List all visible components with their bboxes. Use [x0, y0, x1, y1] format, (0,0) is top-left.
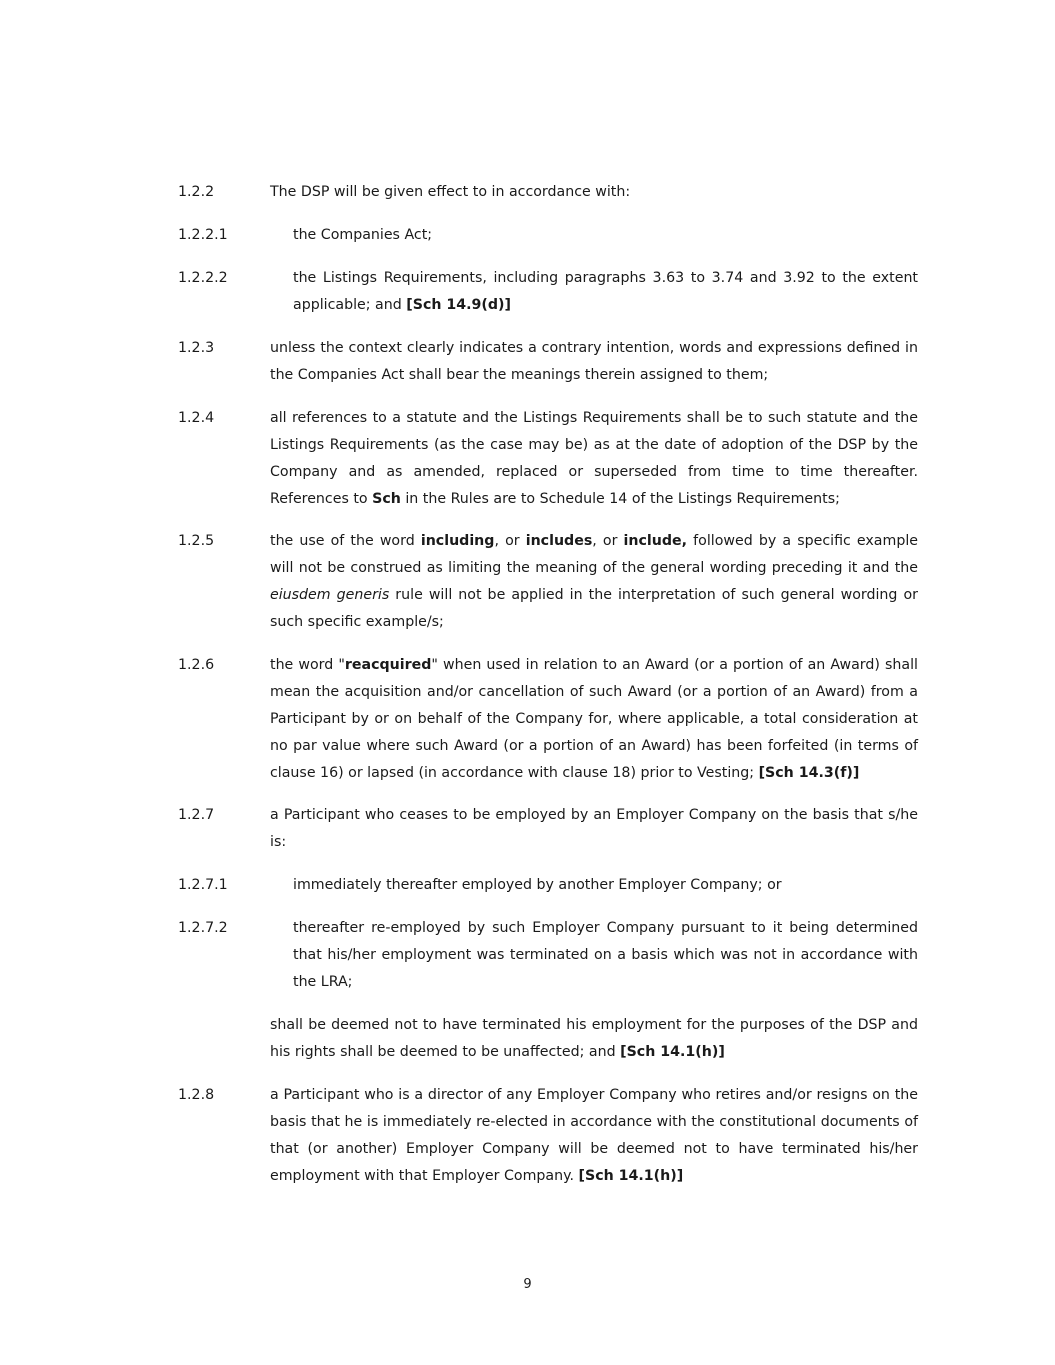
clause-1-2-2-2 [178, 265, 918, 319]
clause-text: a Participant who ceases to be employed by an Employer Company on the basis that s/he is: [270, 807, 918, 850]
clause-text: immediately thereafter employed by another Employer Company; or [293, 877, 782, 893]
clause-text: unless the context clearly indicates a contrary intention, words and expressions defined in the Companies Act shall bear the meanings therein assigned to them; [270, 340, 918, 383]
schedule-reference: [Sch 14.3(f)] [758, 765, 860, 781]
clause-1-2-7 [178, 802, 918, 856]
latin-phrase: eiusdem generis [270, 587, 390, 603]
schedule-reference: [Sch 14.9(d)] [406, 297, 512, 313]
clause-text: the Companies Act; [293, 227, 433, 243]
clause-number: 1.2.7.1 [178, 877, 228, 893]
defined-term: include, [623, 533, 688, 549]
clause-text: all references to a statute and the Listings Requirements shall be to such statute and the Listings Requirements (as the case may be) as at the date of adoption of the DSP by the Company and as amended, replaced or superseded from time to time thereafter. References to Sch in the Rules are to Schedule 14 of the Listings Requirements; [270, 410, 918, 507]
clause-number: 1.2.3 [178, 340, 215, 356]
clause-1-2-7-tail [178, 1012, 918, 1066]
clause-number: 1.2.6 [178, 657, 215, 673]
clause-text: the Listings Requirements, including paragraphs 3.63 to 3.74 and 3.92 to the extent applicable; and [Sch 14.9(d)] [293, 270, 918, 313]
clause-1-2-4 [178, 405, 918, 513]
clause-1-2-6 [178, 652, 918, 787]
defined-term: Sch [372, 491, 401, 507]
clause-number: 1.2.7 [178, 807, 215, 823]
clause-1-2-5 [178, 528, 918, 636]
clause-1-2-8 [178, 1082, 918, 1190]
clause-text: a Participant who is a director of any Employer Company who retires and/or resigns on the basis that he is immediately re-elected in accordance with the constitutional documents of that (or another) Employer Company will be deemed not to have terminated his/her employment with that Employer Company. [Sch 14.1(h)] [270, 1087, 918, 1184]
clause-number: 1.2.4 [178, 410, 215, 426]
clause-1-2-7-1 [178, 872, 918, 899]
clause-1-2-7-2 [178, 915, 918, 996]
clause-number: 1.2.7.2 [178, 920, 228, 936]
clause-text: the word "reacquired" when used in relation to an Award (or a portion of an Award) shall mean the acquisition and/or cancellation of such Award (or a portion of an Award) from a Participant by or on behalf of the Company for, where applicable, a total consideration at no par value where such Award (or a portion of an Award) has been forfeited (in terms of clause 16) or lapsed (in accordance with clause 18) prior to Vesting; [Sch 14.3(f)] [270, 657, 918, 781]
clause-text: The DSP will be given effect to in accordance with: [270, 184, 631, 200]
clause-number: 1.2.8 [178, 1087, 215, 1103]
clause-text: thereafter re-employed by such Employer Company pursuant to it being determined that his/her employment was terminated on a basis which was not in accordance with the LRA; [293, 920, 918, 990]
clause-1-2-2 [178, 179, 918, 206]
clause-text: shall be deemed not to have terminated his employment for the purposes of the DSP and his rights shall be deemed to be unaffected; and [Sch 14.1(h)] [270, 1017, 918, 1060]
defined-term: includes [525, 533, 593, 549]
schedule-reference: [Sch 14.1(h)] [578, 1168, 684, 1184]
defined-term: reacquired [344, 657, 432, 673]
page-number: 9 [523, 1277, 532, 1292]
schedule-reference: [Sch 14.1(h)] [620, 1044, 725, 1060]
clause-number: 1.2.2 [178, 184, 215, 200]
defined-term: including [420, 533, 495, 549]
clause-number: 1.2.2.2 [178, 270, 228, 286]
clause-1-2-2-1 [178, 222, 918, 249]
clause-text: the use of the word including, or includes, or include, followed by a specific example will not be construed as limiting the meaning of the general wording preceding it and the eiusdem generis rule will not be applied in the interpretation of such general wording or such specific example/s; [270, 533, 918, 630]
clause-number: 1.2.5 [178, 533, 215, 549]
clause-number: 1.2.2.1 [178, 227, 228, 243]
clause-1-2-3 [178, 335, 918, 389]
